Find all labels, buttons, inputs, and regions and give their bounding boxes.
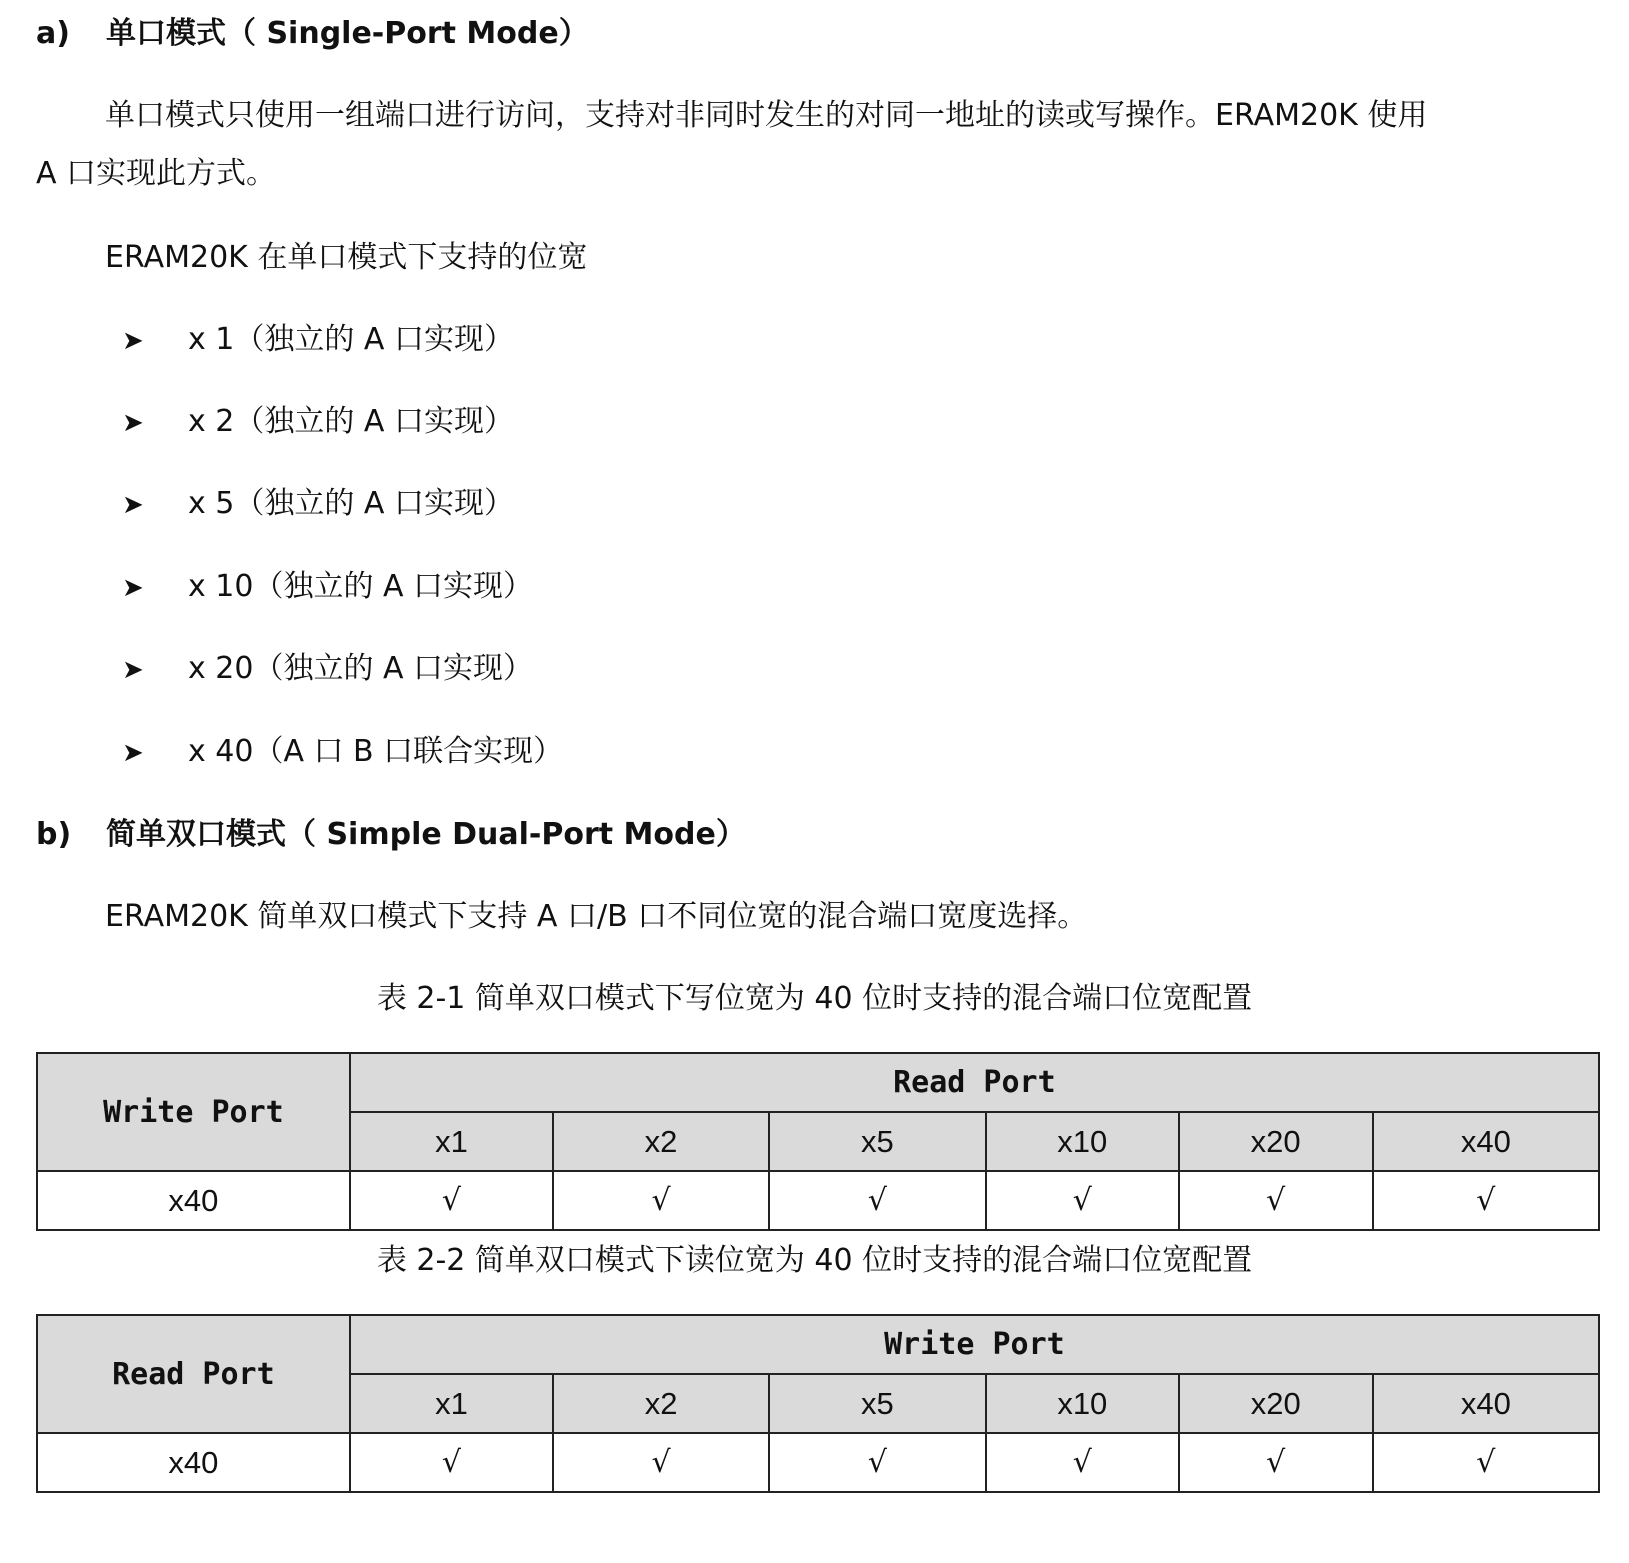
section-b-title: 简单双口模式（ Simple Dual-Port Mode） — [106, 817, 746, 852]
width-list-item — [122, 484, 514, 525]
check-mark-cell: √ — [1373, 1171, 1599, 1230]
check-mark-cell: √ — [350, 1433, 553, 1492]
width-list-item — [122, 732, 563, 773]
table-1-column-header: x2 — [553, 1112, 769, 1171]
width-list-item-text: x 5（独立的 A 口实现） — [188, 486, 514, 521]
table-2-corner-header: Read Port — [37, 1315, 350, 1433]
table-2 — [36, 1314, 1600, 1493]
arrow-bullet-icon: ➤ — [122, 573, 144, 603]
section-a-width-intro: ERAM20K 在单口模式下支持的位宽 — [105, 240, 588, 275]
section-a-heading — [36, 14, 589, 54]
table-2-caption: 表 2-2 简单双口模式下读位宽为 40 位时支持的混合端口位宽配置 — [376, 1243, 1253, 1278]
table-2-column-header: x2 — [553, 1374, 769, 1433]
check-mark-cell: √ — [986, 1171, 1179, 1230]
width-list-item — [122, 320, 514, 361]
arrow-bullet-icon: ➤ — [122, 408, 144, 438]
check-mark-cell: √ — [553, 1433, 769, 1492]
table-2-column-header: x1 — [350, 1374, 553, 1433]
width-list-item — [122, 567, 533, 608]
check-mark-cell: √ — [1373, 1433, 1599, 1492]
table-row — [37, 1433, 1599, 1492]
arrow-bullet-icon: ➤ — [122, 326, 144, 356]
table-1-column-header: x40 — [1373, 1112, 1599, 1171]
width-list-item-text: x 40（A 口 B 口联合实现） — [188, 734, 564, 769]
check-mark-cell: √ — [350, 1171, 553, 1230]
table-1-column-header: x1 — [350, 1112, 553, 1171]
table-2-column-header: x5 — [769, 1374, 986, 1433]
width-list-item-text: x 10（独立的 A 口实现） — [188, 569, 534, 604]
table-1-column-header: x10 — [986, 1112, 1179, 1171]
width-list-item — [122, 649, 533, 690]
section-b-heading — [36, 815, 746, 855]
check-mark-cell: √ — [769, 1433, 986, 1492]
table-1-corner-header: Write Port — [37, 1053, 350, 1171]
width-list-item-text: x 2（独立的 A 口实现） — [188, 404, 514, 439]
table-1-column-header: x5 — [769, 1112, 986, 1171]
table-1-group-header: Read Port — [350, 1053, 1599, 1112]
table-2-column-header: x40 — [1373, 1374, 1599, 1433]
table-2-column-header: x10 — [986, 1374, 1179, 1433]
check-mark-cell: √ — [1179, 1433, 1373, 1492]
section-b-label: b) — [36, 817, 72, 852]
arrow-bullet-icon: ➤ — [122, 738, 144, 768]
width-list-item-text: x 1（独立的 A 口实现） — [188, 322, 514, 357]
section-a-paragraph-line-2: A 口实现此方式。 — [36, 156, 277, 191]
check-mark-cell: √ — [769, 1171, 986, 1230]
width-list-item — [122, 402, 514, 443]
table-1-caption: 表 2-1 简单双口模式下写位宽为 40 位时支持的混合端口位宽配置 — [376, 981, 1253, 1016]
table-1-column-header: x20 — [1179, 1112, 1373, 1171]
section-a-title: 单口模式（ Single-Port Mode） — [106, 16, 589, 51]
table-2-group-header: Write Port — [350, 1315, 1599, 1374]
arrow-bullet-icon: ➤ — [122, 655, 144, 685]
section-a-label: a) — [36, 16, 70, 51]
section-a-paragraph-line-1: 单口模式只使用一组端口进行访问，支持对非同时发生的对同一地址的读或写操作。ERAM20K 使用 — [105, 98, 1428, 133]
table-2-row-label: x40 — [37, 1433, 350, 1492]
check-mark-cell: √ — [986, 1433, 1179, 1492]
table-1-row-label: x40 — [37, 1171, 350, 1230]
table-2-column-header: x20 — [1179, 1374, 1373, 1433]
table-1 — [36, 1052, 1600, 1231]
table-row — [37, 1171, 1599, 1230]
arrow-bullet-icon: ➤ — [122, 490, 144, 520]
width-list-item-text: x 20（独立的 A 口实现） — [188, 651, 534, 686]
check-mark-cell: √ — [553, 1171, 769, 1230]
section-b-paragraph: ERAM20K 简单双口模式下支持 A 口/B 口不同位宽的混合端口宽度选择。 — [105, 899, 1088, 934]
check-mark-cell: √ — [1179, 1171, 1373, 1230]
